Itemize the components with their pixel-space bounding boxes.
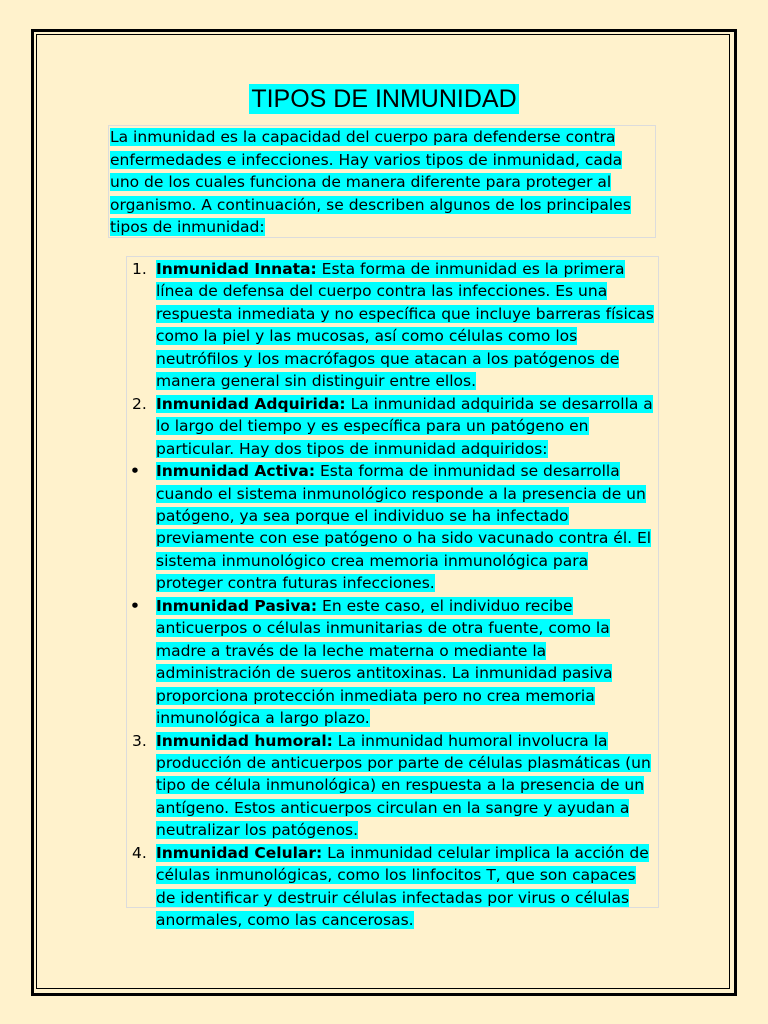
list-number: 4. bbox=[132, 843, 147, 862]
item-content bbox=[156, 260, 654, 390]
item-text: La inmunidad celular implica la acción de células inmunológicas, como los linfocitos T, que son capaces de identificar y destruir células infectadas por virus o células anormales, como las cancerosas. bbox=[156, 843, 649, 930]
list-item-acquired bbox=[130, 393, 658, 460]
intro-text: La inmunidad es la capacidad del cuerpo para defenderse contra enfermedades e infecciones. Hay varios tipos de inmunidad, cada uno de los cuales funciona de manera diferente para proteger al organismo. A continuación, se describen algunos de los principales tipos de inmunidad: bbox=[110, 128, 631, 236]
item-text: En este caso, el individuo recibe anticuerpos o células inmunitarias de otra fuente, como la madre a través de la leche materna o mediante la administración de sueros antitoxinas. La inmunidad pasiva proporciona protección inmediata pero no crea memoria inmunológica a largo plazo. bbox=[156, 596, 613, 728]
intro-paragraph bbox=[110, 126, 656, 239]
item-term: Inmunidad Adquirida: bbox=[156, 394, 346, 413]
bullet-icon: • bbox=[130, 596, 140, 615]
item-text: Esta forma de inmunidad se desarrolla cuando el sistema inmunológico responde a la presencia de un patógeno, ya sea porque el individuo se ha infectado previamente con ese patógeno o ha sido vacunado contra él. El sistema inmunológico crea memoria inmunológica para proteger contra futuras infecciones. bbox=[156, 462, 652, 593]
list-number: 3. bbox=[132, 731, 147, 750]
item-content bbox=[156, 732, 651, 840]
item-content bbox=[156, 844, 649, 929]
item-content bbox=[156, 395, 653, 458]
list-item-active bbox=[130, 460, 658, 595]
item-term: Inmunidad Celular: bbox=[156, 843, 323, 862]
bullet-icon: • bbox=[130, 462, 140, 481]
list-number: 2. bbox=[132, 394, 147, 413]
item-term: Inmunidad Innata: bbox=[156, 260, 317, 278]
item-content bbox=[156, 462, 651, 592]
immunity-types-list bbox=[130, 258, 658, 932]
item-term: Inmunidad humoral: bbox=[156, 731, 333, 750]
list-item-humoral bbox=[130, 730, 658, 842]
item-text: Esta forma de inmunidad es la primera línea de defensa del cuerpo contra las infecciones. Es una respuesta inmediata y no específica que incluye barreras físicas como la piel y las mucosas, así como células como los neutrófilos y los macrófagos que atacan a los patógenos de manera general sin distinguir entre ellos. bbox=[156, 260, 654, 391]
item-term: Inmunidad Pasiva: bbox=[156, 596, 318, 615]
list-number: 1. bbox=[132, 260, 147, 278]
item-text: La inmunidad adquirida se desarrolla a lo largo del tiempo y es específica para un patógeno en particular. Hay dos tipos de inmunidad adquiridos: bbox=[156, 394, 653, 458]
list-item-cellular bbox=[130, 842, 658, 932]
item-content bbox=[156, 597, 612, 727]
list-item-innate bbox=[130, 258, 658, 393]
item-term: Inmunidad Activa: bbox=[156, 462, 316, 481]
list-item-passive bbox=[130, 595, 658, 730]
page-title: TIPOS DE INMUNIDAD bbox=[251, 85, 517, 113]
item-text: La inmunidad humoral involucra la producción de anticuerpos por parte de células plasmáticas (un tipo de célula inmunológica) en respuesta a la presencia de un antígeno. Estos anticuerpos circulan en la sangre y ayudan a neutralizar los patógenos. bbox=[156, 731, 651, 840]
title-container bbox=[0, 84, 768, 114]
